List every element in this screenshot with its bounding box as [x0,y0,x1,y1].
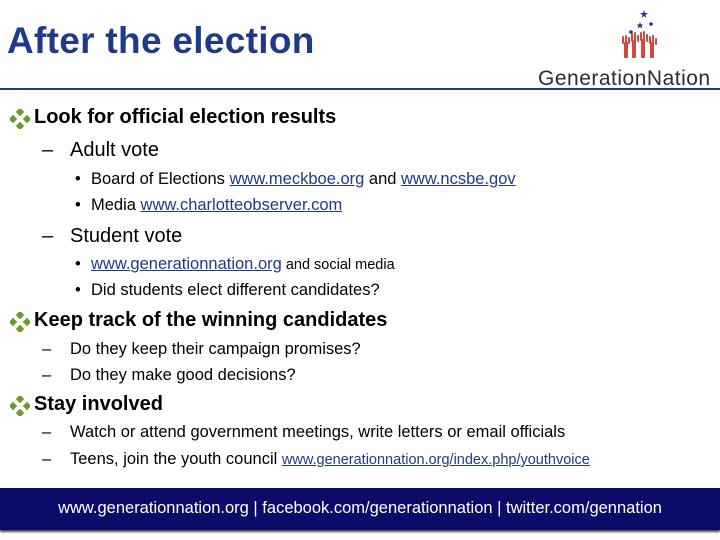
diamond-bullet-icon [10,312,30,332]
meckboe-link[interactable]: www.meckboe.org [229,170,365,188]
charlotteobserver-link[interactable]: www.charlotteobserver.com [140,196,343,214]
sub-bullet-adult-vote: – Adult vote [42,139,159,161]
sub-bullet-attend-meetings: – Watch or attend government meetings, write letters or email officials [42,423,566,441]
list-item-board-of-elections: • Board of Elections www.meckboe.org and www.ncsbe.gov [75,170,516,188]
bullet-heading-involved: Stay involved [34,393,163,416]
list-item-generationnation: • www.generationnation.org and social media [75,255,395,273]
sub-bullet-decisions: – Do they make good decisions? [42,366,296,384]
bullet-heading-results: Look for official election results [34,106,336,129]
list-item-media: • Media www.charlotteobserver.com [75,196,343,214]
raised-hands-icon [610,8,666,66]
youthvoice-link[interactable]: www.generationnation.org/index.php/youthvoice [281,452,590,468]
sub-bullet-student-vote: – Student vote [42,225,183,247]
diamond-bullet-icon [10,109,30,129]
footer-bar: www.generationnation.org | facebook.com/generationnation | twitter.com/gennation [0,488,720,530]
logo-wordmark: GenerationNation [538,67,711,90]
list-item-students-elect: • Did students elect different candidates? [75,281,380,299]
page-title: After the election [7,20,315,61]
sub-bullet-youth-council: – Teens, join the youth council www.generationnation.org/index.php/youthvoice [42,450,590,468]
generationnation-link[interactable]: www.generationnation.org [91,255,282,273]
diamond-bullet-icon [10,396,30,416]
ncsbe-link[interactable]: www.ncsbe.gov [401,170,516,188]
generation-nation-logo [534,8,720,88]
sub-bullet-promises: – Do they keep their campaign promises? [42,340,361,358]
bullet-heading-track: Keep track of the winning candidates [34,309,387,332]
